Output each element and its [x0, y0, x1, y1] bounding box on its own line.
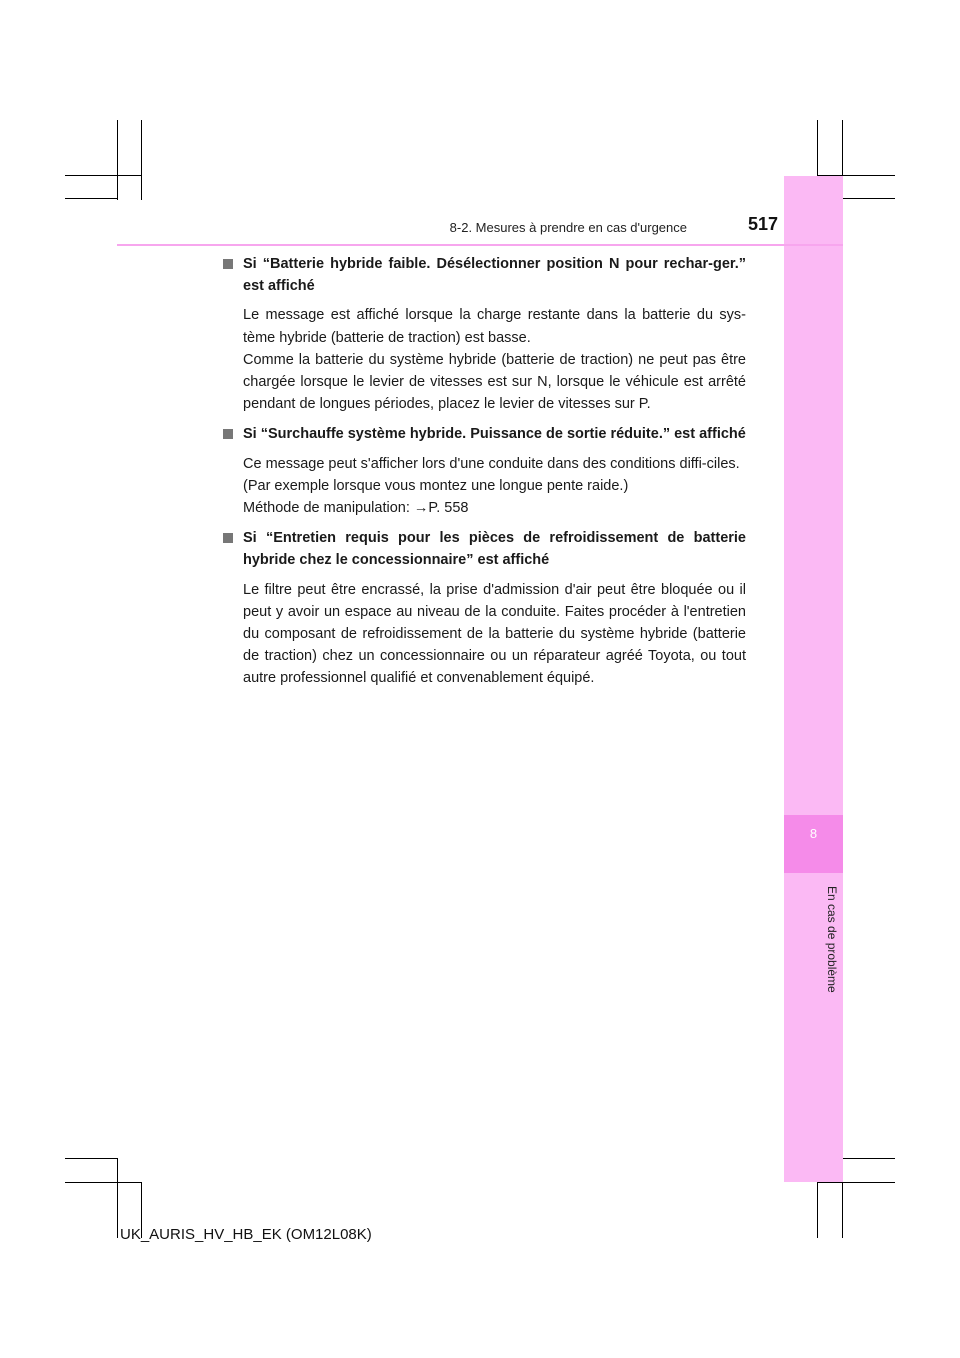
- crop-mark: [65, 1182, 141, 1183]
- item-body: [243, 304, 746, 415]
- crop-mark: [65, 1158, 117, 1159]
- list-item: [222, 527, 746, 689]
- crop-mark: [141, 120, 142, 200]
- chapter-tab: [784, 815, 843, 873]
- crop-mark: [842, 198, 895, 199]
- crop-mark: [842, 1158, 895, 1159]
- chapter-label: En cas de problème: [825, 885, 839, 993]
- square-bullet-icon: [223, 259, 233, 269]
- chapter-side-strip: [784, 176, 843, 1182]
- crop-mark: [117, 1158, 118, 1238]
- item-paragraph: Le filtre peut être encrassé, la prise d'admission d'air peut être bloquée ou il peut y avoir un espace au niveau de la conduite. Faites procéder à l'entretien du composant de refroidissement de la batterie du système hybride (batterie de traction) chez un concessionnaire ou un réparateur agréé Toyota, ou tout autre professionnel qualifié et convenablement équipé.: [243, 581, 746, 687]
- header-rule: [117, 244, 843, 246]
- item-heading: Si “Entretien requis pour les pièces de refroidissement de batterie hybride chez le concessionnaire” est affiché: [243, 530, 746, 569]
- crop-mark: [65, 198, 117, 199]
- item-body: [243, 579, 746, 690]
- page-reference-link[interactable]: Méthode de manipulation: →P. 558: [243, 500, 469, 517]
- section-title: 8-2. Mesures à prendre en cas d'urgence: [449, 220, 687, 235]
- item-paragraph: Le message est affiché lorsque la charge restante dans la batterie du sys-tème hybride (batterie de traction) est basse.: [243, 307, 746, 346]
- square-bullet-icon: [223, 429, 233, 439]
- item-paragraph: Ce message peut s'afficher lors d'une conduite dans des conditions diffi-ciles.: [243, 455, 740, 472]
- list-item: [222, 423, 746, 519]
- item-paragraph: (Par exemple lorsque vous montez une longue pente raide.): [243, 477, 629, 494]
- item-body: [243, 453, 746, 520]
- crop-mark: [817, 1182, 895, 1183]
- page-content: [222, 253, 746, 690]
- square-bullet-icon: [223, 533, 233, 543]
- document-code: UK_AURIS_HV_HB_EK (OM12L08K): [120, 1226, 372, 1243]
- crop-mark: [817, 1182, 818, 1238]
- item-paragraph: Comme la batterie du système hybride (batterie de traction) ne peut pas être chargée lorsque le levier de vitesses est sur N, lorsque le véhicule est arrêté pendant de longues périodes, placez le levier de vitesses sur P.: [243, 351, 746, 413]
- page-number: 517: [747, 214, 778, 234]
- chapter-number: 8: [809, 826, 818, 841]
- item-heading: Si “Batterie hybride faible. Désélectionner position N pour rechar-ger.” est affiché: [243, 256, 746, 295]
- crop-mark: [65, 175, 141, 176]
- crop-mark: [117, 120, 118, 200]
- item-heading: Si “Surchauffe système hybride. Puissance de sortie réduite.” est affiché: [243, 426, 746, 443]
- list-item: [222, 253, 746, 415]
